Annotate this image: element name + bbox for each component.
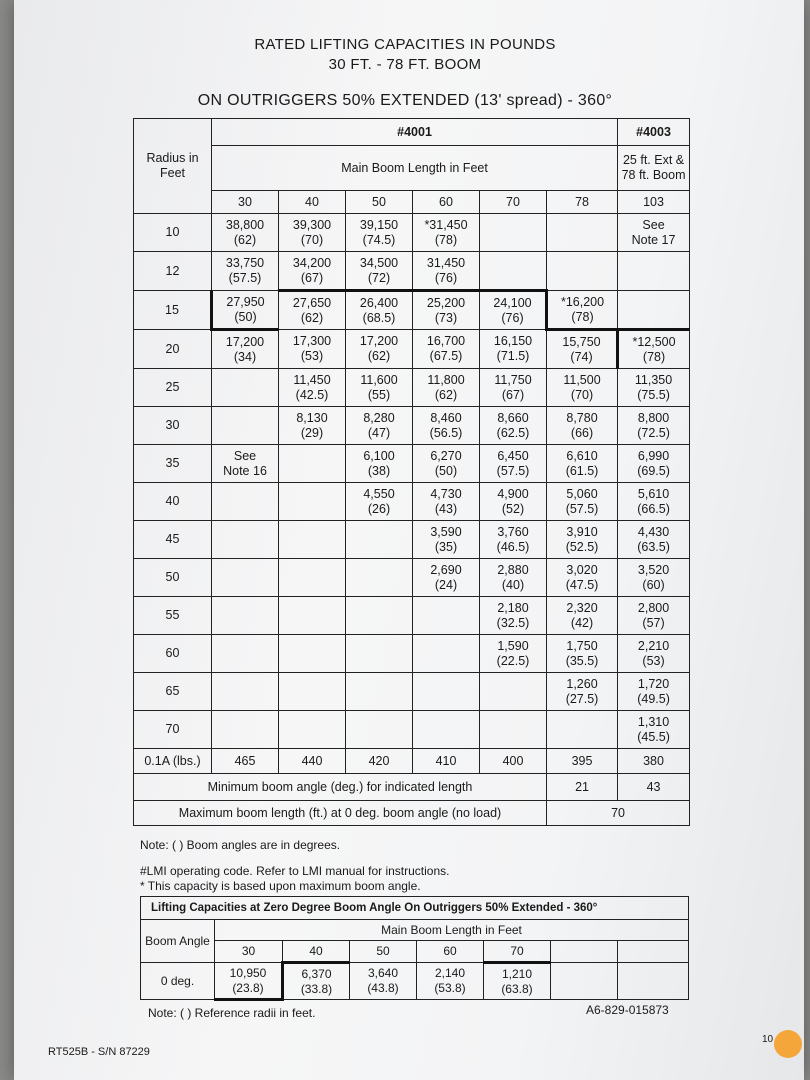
capacity-cell: 1,260 (27.5): [547, 673, 618, 711]
ext-header: 25 ft. Ext & 78 ft. Boom: [618, 146, 690, 191]
max-length-label: Maximum boom length (ft.) at 0 deg. boom angle (no load): [134, 801, 547, 826]
capacity-cell: [279, 445, 346, 483]
capacity-cell: [212, 369, 279, 407]
zero-cell: 6,370 (33.8): [283, 963, 350, 1000]
length-header: 60: [413, 191, 480, 214]
title-line-2: 30 FT. - 78 FT. BOOM: [328, 56, 482, 73]
capacity-cell: [279, 597, 346, 635]
row-01a-cell: 400: [480, 749, 547, 774]
zero-empty-cell: [618, 963, 689, 1000]
capacity-cell: [413, 635, 480, 673]
capacity-cell: 3,910 (52.5): [547, 521, 618, 559]
capacity-cell: [346, 711, 413, 749]
radius-label: 30: [134, 407, 212, 445]
zero-length-header: 30: [215, 941, 283, 963]
min-angle-103: 43: [618, 774, 690, 801]
zero-cell: 10,950 (23.8): [215, 963, 283, 1000]
capacity-cell: 2,800 (57): [618, 597, 690, 635]
capacity-cell: 8,130 (29): [279, 407, 346, 445]
capacity-table: [133, 118, 690, 826]
capacity-cell: [480, 214, 547, 252]
title-line-3: ON OUTRIGGERS 50% EXTENDED (13' spread) - 360°: [197, 92, 613, 109]
capacity-cell: 11,350 (75.5): [618, 369, 690, 407]
capacity-cell: 39,150 (74.5): [346, 214, 413, 252]
capacity-cell: *31,450 (78): [413, 214, 480, 252]
capacity-cell: 4,900 (52): [480, 483, 547, 521]
radius-label: 45: [134, 521, 212, 559]
capacity-cell: [346, 635, 413, 673]
length-header: 40: [279, 191, 346, 214]
capacity-cell: 5,610 (66.5): [618, 483, 690, 521]
capacity-cell: 5,060 (57.5): [547, 483, 618, 521]
note-boom-angles: Note: ( ) Boom angles are in degrees.: [140, 838, 341, 852]
capacity-cell: 4,430 (63.5): [618, 521, 690, 559]
capacity-cell: 11,750 (67): [480, 369, 547, 407]
capacity-cell: [618, 252, 690, 291]
capacity-cell: 38,800 (62): [212, 214, 279, 252]
capacity-cell: 11,800 (62): [413, 369, 480, 407]
capacity-cell: [279, 635, 346, 673]
capacity-cell: [212, 407, 279, 445]
footer-note: Note: ( ) Reference radii in feet.: [148, 1006, 316, 1020]
capacity-cell: 8,460 (56.5): [413, 407, 480, 445]
capacity-cell: 17,200 (34): [212, 330, 279, 369]
capacity-cell: 6,610 (61.5): [547, 445, 618, 483]
row-01a-cell: 440: [279, 749, 346, 774]
radius-label: 55: [134, 597, 212, 635]
min-angle-78: 21: [547, 774, 618, 801]
capacity-cell: [547, 252, 618, 291]
length-header: 50: [346, 191, 413, 214]
capacity-cell: *16,200 (78): [547, 291, 618, 330]
capacity-cell: [279, 711, 346, 749]
radius-label: 12: [134, 252, 212, 291]
capacity-cell: 3,590 (35): [413, 521, 480, 559]
capacity-cell: [279, 521, 346, 559]
radius-label: 20: [134, 330, 212, 369]
radius-label: 10: [134, 214, 212, 252]
zero-length-header: 50: [350, 941, 417, 963]
capacity-cell: 3,760 (46.5): [480, 521, 547, 559]
capacity-cell: See Note 16: [212, 445, 279, 483]
row-01a-cell: 465: [212, 749, 279, 774]
capacity-cell: 2,210 (53): [618, 635, 690, 673]
capacity-cell: [212, 673, 279, 711]
main-boom-header: Main Boom Length in Feet: [212, 146, 618, 191]
capacity-cell: [480, 252, 547, 291]
radius-label: 65: [134, 673, 212, 711]
zero-main-boom-header: Main Boom Length in Feet: [215, 920, 689, 941]
capacity-cell: [413, 711, 480, 749]
capacity-cell: [346, 521, 413, 559]
capacity-cell: 17,300 (53): [279, 330, 346, 369]
capacity-cell: [413, 597, 480, 635]
capacity-cell: 4,550 (26): [346, 483, 413, 521]
watermark-logo-icon: [774, 1030, 802, 1058]
capacity-cell: 16,700 (67.5): [413, 330, 480, 369]
zero-length-header: 60: [417, 941, 484, 963]
capacity-cell: 39,300 (70): [279, 214, 346, 252]
max-length-value: 70: [547, 801, 690, 826]
capacity-cell: 33,750 (57.5): [212, 252, 279, 291]
capacity-cell: 8,280 (47): [346, 407, 413, 445]
min-angle-label: Minimum boom angle (deg.) for indicated length: [134, 774, 547, 801]
capacity-cell: 31,450 (76): [413, 252, 480, 291]
capacity-cell: 6,270 (50): [413, 445, 480, 483]
capacity-cell: 6,450 (57.5): [480, 445, 547, 483]
capacity-cell: 8,800 (72.5): [618, 407, 690, 445]
boom-angle-header: Boom Angle: [141, 920, 215, 963]
zero-empty-cell: [551, 941, 618, 963]
capacity-cell: [547, 214, 618, 252]
zero-length-header: 70: [484, 941, 551, 963]
capacity-cell: 11,500 (70): [547, 369, 618, 407]
capacity-cell: [346, 559, 413, 597]
radius-label: 15: [134, 291, 212, 330]
length-header: 70: [480, 191, 547, 214]
capacity-cell: [346, 597, 413, 635]
capacity-cell: [212, 559, 279, 597]
radius-label: 25: [134, 369, 212, 407]
note-capacity: * This capacity is based upon maximum boom angle.: [140, 879, 421, 893]
capacity-cell: 6,100 (38): [346, 445, 413, 483]
capacity-cell: *12,500 (78): [618, 330, 690, 369]
row-01a-cell: 410: [413, 749, 480, 774]
document-code: A6-829-015873: [586, 1003, 669, 1017]
capacity-cell: 26,400 (68.5): [346, 291, 413, 330]
capacity-cell: [279, 673, 346, 711]
capacity-cell: 8,780 (66): [547, 407, 618, 445]
radius-label: 70: [134, 711, 212, 749]
capacity-cell: 3,520 (60): [618, 559, 690, 597]
capacity-cell: [480, 673, 547, 711]
zero-empty-cell: [551, 963, 618, 1000]
model-serial: RT525B - S/N 87229: [48, 1046, 150, 1058]
capacity-cell: 4,730 (43): [413, 483, 480, 521]
capacity-cell: 1,750 (35.5): [547, 635, 618, 673]
capacity-cell: 3,020 (47.5): [547, 559, 618, 597]
length-header: 78: [547, 191, 618, 214]
capacity-cell: [618, 291, 690, 330]
capacity-cell: [212, 521, 279, 559]
radius-label: 60: [134, 635, 212, 673]
capacity-cell: [212, 635, 279, 673]
row-01a-cell: 420: [346, 749, 413, 774]
capacity-cell: [413, 673, 480, 711]
zero-cell: 1,210 (63.8): [484, 963, 551, 1000]
capacity-cell: 16,150 (71.5): [480, 330, 547, 369]
zero-angle-title: Lifting Capacities at Zero Degree Boom Angle On Outriggers 50% Extended - 360°: [141, 897, 689, 920]
capacity-cell: 27,950 (50): [212, 291, 279, 330]
capacity-cell: 17,200 (62): [346, 330, 413, 369]
capacity-cell: 11,450 (42.5): [279, 369, 346, 407]
note-lmi: #LMI operating code. Refer to LMI manual for instructions.: [140, 864, 450, 878]
title-line-1: RATED LIFTING CAPACITIES IN POUNDS: [254, 36, 556, 53]
capacity-cell: See Note 17: [618, 214, 690, 252]
capacity-cell: [279, 483, 346, 521]
zero-length-header: 40: [283, 941, 350, 963]
capacity-cell: 2,180 (32.5): [480, 597, 547, 635]
capacity-cell: [547, 711, 618, 749]
capacity-cell: 24,100 (76): [480, 291, 547, 330]
code-4001: #4001: [212, 119, 618, 146]
length-header: 30: [212, 191, 279, 214]
zero-cell: 2,140 (53.8): [417, 963, 484, 1000]
radius-label: 35: [134, 445, 212, 483]
zero-angle-table: [140, 896, 689, 1001]
capacity-cell: [212, 483, 279, 521]
zero-empty-cell: [618, 941, 689, 963]
row-01a-label: 0.1A (lbs.): [134, 749, 212, 774]
radius-label: 50: [134, 559, 212, 597]
capacity-cell: [480, 711, 547, 749]
capacity-cell: 1,310 (45.5): [618, 711, 690, 749]
capacity-cell: 1,720 (49.5): [618, 673, 690, 711]
capacity-cell: 2,880 (40): [480, 559, 547, 597]
capacity-cell: 6,990 (69.5): [618, 445, 690, 483]
capacity-cell: 11,600 (55): [346, 369, 413, 407]
code-4003: #4003: [618, 119, 690, 146]
length-header: 103: [618, 191, 690, 214]
capacity-cell: [212, 597, 279, 635]
capacity-cell: 8,660 (62.5): [480, 407, 547, 445]
radius-label: 40: [134, 483, 212, 521]
capacity-cell: 25,200 (73): [413, 291, 480, 330]
capacity-cell: [279, 559, 346, 597]
zero-row-label: 0 deg.: [141, 963, 215, 1000]
capacity-cell: 2,320 (42): [547, 597, 618, 635]
page-number: 10: [762, 1034, 774, 1045]
row-01a-cell: 395: [547, 749, 618, 774]
capacity-cell: [346, 673, 413, 711]
zero-cell: 3,640 (43.8): [350, 963, 417, 1000]
radius-header: Radius in Feet: [134, 119, 212, 214]
capacity-cell: 27,650 (62): [279, 291, 346, 330]
capacity-cell: [212, 711, 279, 749]
capacity-cell: 15,750 (74): [547, 330, 618, 369]
capacity-cell: 34,500 (72): [346, 252, 413, 291]
capacity-cell: 1,590 (22.5): [480, 635, 547, 673]
row-01a-cell: 380: [618, 749, 690, 774]
capacity-cell: 2,690 (24): [413, 559, 480, 597]
capacity-cell: 34,200 (67): [279, 252, 346, 291]
